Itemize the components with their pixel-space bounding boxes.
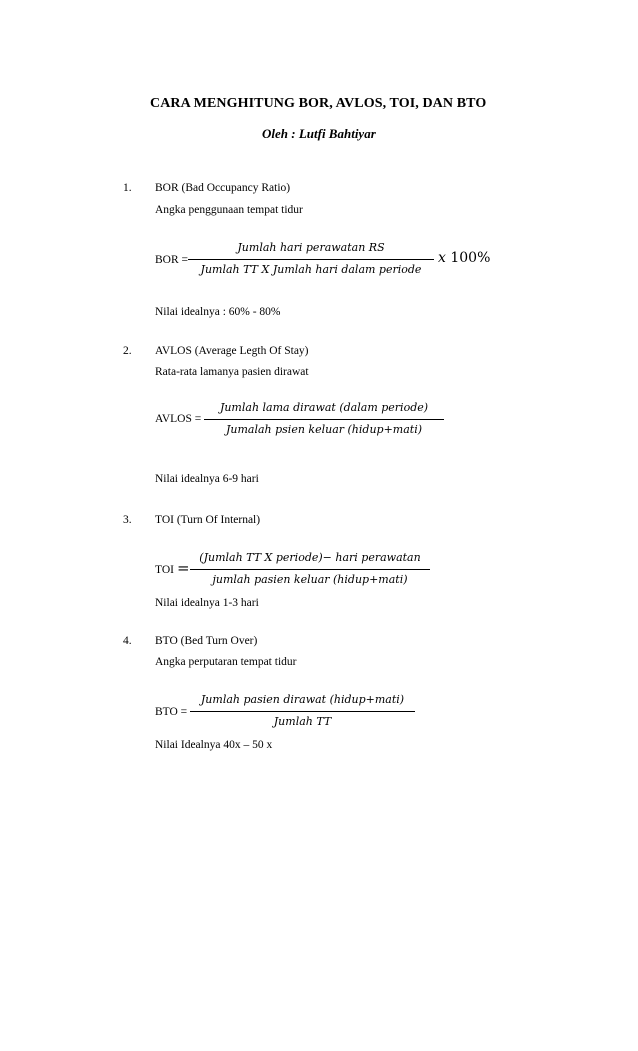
section-description: Angka perputaran tempat tidur [155,656,297,668]
formula-numerator: (Jumlah TT X periode)− hari perawatan [199,551,421,564]
equals-sign: = [177,559,190,577]
formula-label: TOI [155,564,174,576]
section-heading: AVLOS (Average Legth Of Stay) [155,345,309,357]
formula-numerator: Jumlah pasien dirawat (hidup+mati) [200,693,405,706]
section-heading: BTO (Bed Turn Over) [155,635,258,647]
fraction-bar [190,569,430,570]
formula-numerator: Jumlah hari perawatan RS [237,241,385,254]
fraction-bar [188,259,434,260]
fraction-bar [190,711,415,712]
fraction-bar [204,419,444,420]
section-description: Rata-rata lamanya pasien dirawat [155,366,309,378]
section-heading: TOI (Turn Of Internal) [155,514,261,526]
section-number: 4. [123,635,132,647]
section-number: 3. [123,514,132,526]
multiplier-value: 100% [450,250,491,266]
section-number: 1. [123,182,132,194]
multiplier-var: x [438,250,446,266]
section-note: Nilai idealnya 6-9 hari [155,473,259,485]
section-number: 2. [123,345,132,357]
section-note: Nilai idealnya : 60% - 80% [155,306,281,318]
formula-multiplier [438,250,490,266]
formula-label: BOR = [155,254,189,266]
formula-denominator: Jumlah TT [273,715,332,728]
section-note: Nilai idealnya 1-3 hari [155,597,259,609]
formula-denominator: Jumalah psien keluar (hidup+mati) [225,423,423,436]
section-description: Angka penggunaan tempat tidur [155,204,303,216]
formula-denominator: jumlah pasien keluar (hidup+mati) [212,573,408,586]
formula-label: AVLOS = [155,413,202,425]
author-line: Oleh : Lutfi Bahtiyar [262,126,376,141]
section-heading: BOR (Bad Occupancy Ratio) [155,182,291,194]
page-title: CARA MENGHITUNG BOR, AVLOS, TOI, DAN BTO [150,96,487,111]
formula-numerator: Jumlah lama dirawat (dalam periode) [219,401,429,414]
section-note: Nilai Idealnya 40x – 50 x [155,739,273,751]
formula-denominator: Jumlah TT X Jumlah hari dalam periode [200,263,422,276]
formula-label: BTO = [155,706,188,718]
